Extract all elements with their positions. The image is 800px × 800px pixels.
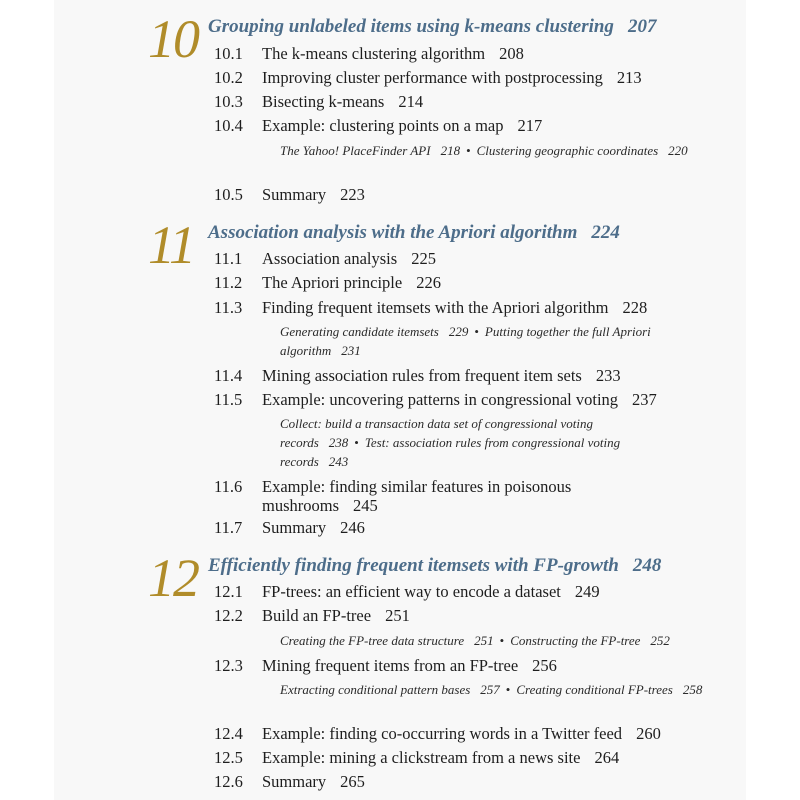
section-number: 10.5 — [214, 185, 243, 204]
toc-page — [54, 0, 746, 800]
subsection-page: 231 — [341, 343, 361, 358]
section-number: 11.1 — [214, 249, 243, 268]
section-page: 249 — [574, 582, 600, 601]
toc-section[interactable] — [214, 582, 600, 602]
section-title: Summary — [262, 518, 327, 537]
section-page: 246 — [340, 518, 365, 537]
chapter-page: 224 — [591, 222, 620, 243]
section-number: 11.2 — [214, 273, 243, 292]
section-page: 225 — [411, 249, 436, 268]
toc-section[interactable] — [214, 249, 436, 269]
toc-subsections — [280, 631, 750, 650]
toc-section[interactable] — [214, 68, 642, 88]
subsection-page: 243 — [328, 454, 349, 469]
toc-section[interactable] — [214, 656, 557, 676]
toc-section[interactable] — [214, 185, 365, 205]
section-page: 260 — [636, 724, 661, 743]
section-title: Build an FP-tree — [262, 606, 372, 625]
bullet-separator: • — [466, 143, 471, 158]
section-number: 11.6 — [214, 477, 243, 496]
section-title: The k-means clustering algorithm — [262, 44, 486, 63]
toc-subsections — [280, 414, 680, 471]
chapter-title[interactable] — [208, 16, 656, 38]
section-title: Mining association rules from frequent item sets — [262, 366, 582, 385]
subsection-title[interactable]: Generating candidate itemsets — [280, 324, 439, 339]
toc-subsections — [280, 141, 720, 160]
section-page: 217 — [517, 116, 543, 135]
toc-section[interactable] — [214, 390, 657, 410]
section-page: 245 — [353, 496, 378, 515]
section-number: 11.4 — [214, 366, 243, 385]
subsection-page: 220 — [668, 143, 688, 158]
section-title: Example: mining a clickstream from a news site — [262, 748, 581, 767]
bullet-separator: • — [505, 682, 511, 697]
toc-section[interactable] — [214, 748, 619, 768]
subsection-page: 257 — [480, 682, 500, 697]
toc-section[interactable] — [214, 772, 365, 792]
chapter-title-text: Association analysis with the Apriori algorithm — [208, 222, 578, 243]
subsection-title[interactable]: Clustering geographic coordinates — [476, 143, 659, 158]
section-page: 208 — [499, 44, 524, 63]
chapter-page: 207 — [627, 16, 657, 37]
section-page: 237 — [632, 390, 657, 409]
toc-subsections — [280, 322, 720, 360]
section-number: 12.5 — [214, 748, 243, 767]
section-number: 11.3 — [214, 298, 243, 317]
chapter-page: 248 — [632, 555, 662, 576]
section-page: 264 — [594, 748, 620, 767]
chapter-number: 10 — [148, 9, 198, 69]
subsection-page: 251 — [474, 633, 494, 648]
toc-section[interactable] — [214, 518, 365, 538]
subsection-title[interactable]: Putting together the full Apriori algorithm — [280, 324, 651, 358]
chapter-title-text: Grouping unlabeled items using k-means clustering — [208, 16, 614, 37]
section-page: 233 — [595, 366, 621, 385]
chapter-title-text: Efficiently finding frequent itemsets with FP-growth — [208, 555, 619, 576]
subsection-title[interactable]: Constructing the FP-tree — [510, 633, 641, 648]
toc-section[interactable] — [214, 724, 661, 744]
section-page: 226 — [416, 273, 441, 292]
subsection-page: 252 — [650, 633, 670, 648]
subsection-title[interactable]: Test: association rules from congressional voting records — [280, 435, 621, 469]
section-number: 12.4 — [214, 724, 243, 743]
section-title: Mining frequent items from an FP-tree — [262, 656, 519, 675]
subsection-title[interactable]: Creating conditional FP-trees — [516, 682, 673, 697]
section-number: 12.3 — [214, 656, 243, 675]
chapter-title[interactable] — [208, 555, 661, 577]
toc-section[interactable] — [214, 298, 647, 318]
section-title: FP-trees: an efficient way to encode a dataset — [262, 582, 561, 601]
section-title: Summary — [262, 772, 327, 791]
section-title: Bisecting k-means — [262, 92, 385, 111]
section-page: 214 — [398, 92, 424, 111]
toc-section[interactable] — [214, 92, 423, 112]
section-number: 11.5 — [214, 390, 243, 409]
toc-subsections — [280, 680, 720, 699]
section-title: mushrooms — [262, 496, 340, 515]
subsection-title[interactable]: The Yahoo! PlaceFinder API — [280, 143, 431, 158]
section-title: Association analysis — [262, 249, 398, 268]
bullet-separator: • — [354, 435, 359, 450]
section-title: Example: finding similar features in poisonous — [262, 477, 572, 496]
section-page: 213 — [616, 68, 642, 87]
section-number: 11.7 — [214, 518, 243, 537]
toc-section[interactable] — [214, 366, 621, 386]
section-number: 10.3 — [214, 92, 243, 111]
section-title: Example: uncovering patterns in congressional voting — [262, 390, 619, 409]
bullet-separator: • — [474, 324, 479, 339]
section-title-continued — [214, 496, 571, 515]
chapter-title[interactable] — [208, 222, 620, 244]
subsection-page: 258 — [682, 682, 703, 697]
bullet-separator: • — [499, 633, 505, 648]
section-title: The Apriori principle — [262, 273, 403, 292]
section-page: 256 — [532, 656, 557, 675]
chapter-number: 11 — [148, 215, 194, 275]
section-title: Improving cluster performance with postprocessing — [262, 68, 603, 87]
subsection-title[interactable]: Extracting conditional pattern bases — [280, 682, 471, 697]
subsection-page: 229 — [448, 324, 469, 339]
section-number: 12.1 — [214, 582, 243, 601]
section-number: 12.2 — [214, 606, 243, 625]
subsection-title[interactable]: Creating the FP-tree data structure — [280, 633, 465, 648]
toc-section[interactable] — [214, 116, 542, 136]
toc-section[interactable] — [214, 606, 410, 626]
section-number: 12.6 — [214, 772, 243, 791]
section-page: 265 — [340, 772, 365, 791]
section-number: 10.2 — [214, 68, 243, 87]
section-page: 223 — [340, 185, 365, 204]
toc-section[interactable] — [214, 273, 441, 293]
section-title: Finding frequent itemsets with the Apriori algorithm — [262, 298, 609, 317]
section-title: Example: finding co-occurring words in a Twitter feed — [262, 724, 623, 743]
subsection-page: 218 — [440, 143, 461, 158]
subsection-title[interactable]: Collect: build a transaction data set of congressional voting records — [280, 416, 593, 450]
chapter-number: 12 — [148, 548, 198, 608]
section-page: 228 — [622, 298, 648, 317]
toc-section[interactable] — [214, 477, 571, 515]
subsection-page: 238 — [328, 435, 349, 450]
section-number: 10.4 — [214, 116, 243, 135]
toc-section[interactable] — [214, 44, 524, 64]
section-title: Summary — [262, 185, 327, 204]
section-page: 251 — [385, 606, 410, 625]
section-number: 10.1 — [214, 44, 243, 63]
section-title: Example: clustering points on a map — [262, 116, 504, 135]
